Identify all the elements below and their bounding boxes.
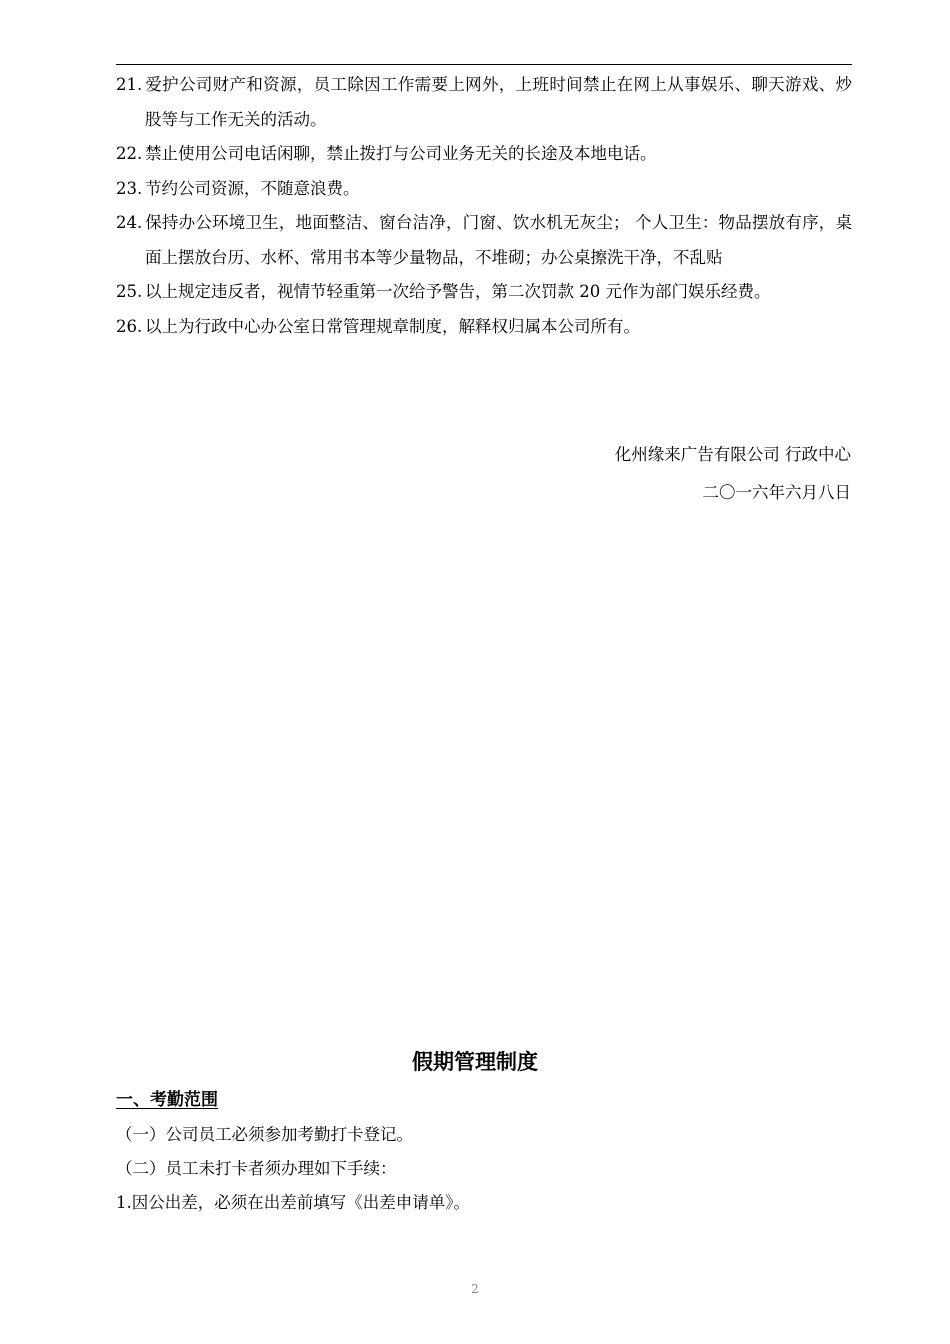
section-title: 假期管理制度 (412, 1050, 538, 1074)
rule-item (116, 68, 852, 137)
rule-text: 以上为行政中心办公室日常管理规章制度，解释权归属本公司所有。 (145, 316, 640, 336)
signature-date: 二〇一六年六月八日 (702, 483, 851, 502)
rule-number: 25. (116, 282, 143, 301)
section-paragraph: 1.因公出差，必须在出差前填写《出差申请单》。 (116, 1193, 470, 1212)
rule-item (116, 172, 852, 207)
rule-text: 保持办公环境卫生，地面整洁、窗台洁净，门窗、饮水机无灰尘； 个人卫生：物品摆放有序，桌面上摆放台历、水杯、常用书本等少量物品，不堆砌；办公桌擦洗干净，不乱贴 (145, 213, 852, 267)
signature-block (615, 436, 851, 512)
section-body (116, 1118, 852, 1220)
rules-list (116, 68, 852, 344)
rule-number: 23. (116, 178, 143, 198)
header-rule (116, 64, 852, 65)
rule-number: 26. (116, 316, 143, 336)
page-number: 2 (471, 1282, 479, 1296)
rule-item (116, 206, 852, 275)
rule-item (116, 310, 852, 345)
rule-text: 爱护公司财产和资源，员工除因工作需要上网外，上班时间禁止在网上从事娱乐、聊天游戏、炒股等与工作无关的活动。 (145, 75, 852, 129)
rule-number: 22. (116, 144, 143, 163)
signature-company: 化州缘来广告有限公司 行政中心 (614, 445, 851, 464)
rule-item (116, 137, 852, 172)
section-paragraph: （二）员工未打卡者须办理如下手续： (116, 1159, 397, 1178)
section-heading: 一、考勤范围 (116, 1090, 218, 1110)
rule-text: 节约公司资源，不随意浪费。 (145, 178, 360, 198)
rule-text: 以上规定违反者，视情节轻重第一次给予警告，第二次罚款 20 元作为部门娱乐经费。 (145, 282, 771, 301)
rule-number: 21. (116, 75, 143, 94)
rule-item (116, 275, 852, 310)
section-paragraph: （一）公司员工必须参加考勤打卡登记。 (116, 1125, 413, 1144)
rule-text: 禁止使用公司电话闲聊，禁止拨打与公司业务无关的长途及本地电话。 (145, 144, 657, 163)
rule-number: 24. (116, 213, 143, 232)
